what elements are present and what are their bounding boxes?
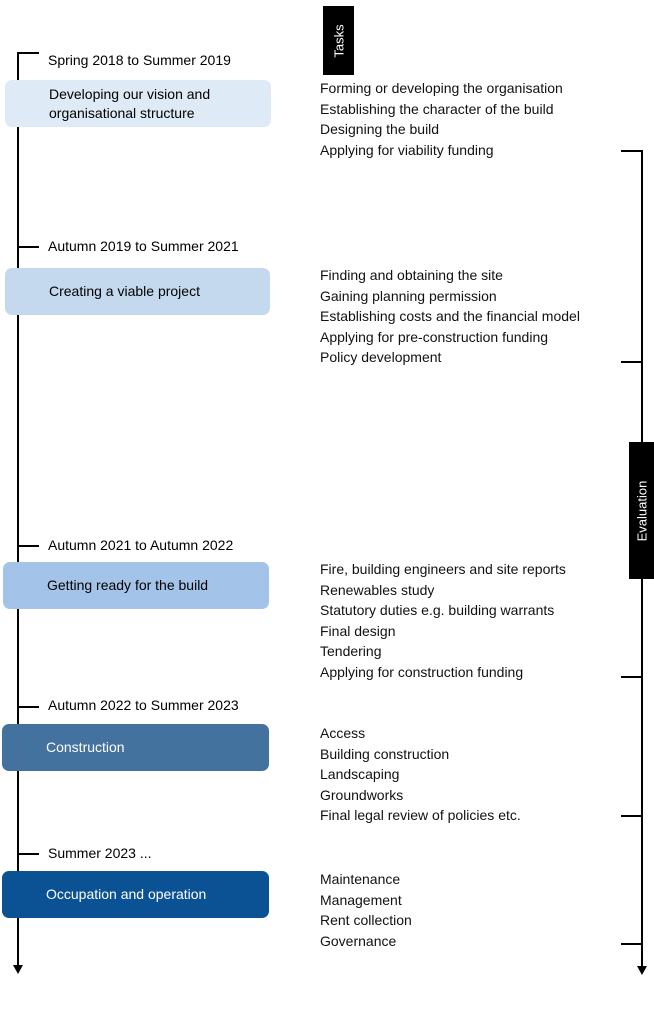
timeline-axis [17, 52, 19, 966]
period-tick [17, 545, 39, 547]
phase-box-getting-ready [3, 562, 269, 609]
task-item: Final legal review of policies etc. [320, 807, 521, 824]
task-item: Landscaping [320, 766, 400, 783]
period-label: Autumn 2022 to Summer 2023 [48, 697, 239, 713]
task-item: Policy development [320, 349, 442, 366]
phase-box-construction [2, 724, 269, 771]
task-item: Rent collection [320, 912, 412, 929]
period-label: Spring 2018 to Summer 2019 [48, 52, 231, 68]
task-item: Building construction [320, 745, 450, 762]
period-label: Autumn 2019 to Summer 2021 [48, 238, 239, 254]
evaluation-tick [621, 150, 643, 152]
task-item: Maintenance [320, 871, 401, 887]
period-tick [17, 853, 39, 855]
evaluation-tick [621, 676, 643, 678]
task-item: Applying for viability funding [320, 141, 494, 158]
task-item: Fire, building engineers and site reports [320, 561, 566, 577]
evaluation-tick [621, 361, 643, 363]
task-item: Applying for pre-construction funding [320, 328, 549, 345]
phase-box-viable-project [5, 268, 270, 315]
period-tick [17, 52, 39, 54]
evaluation-label: Evaluation [634, 480, 649, 541]
period-label: Autumn 2021 to Autumn 2022 [48, 537, 234, 553]
period-tick [17, 706, 39, 708]
evaluation-label-box [629, 442, 654, 579]
task-item: Management [320, 891, 402, 908]
phase-title: Construction [46, 739, 125, 755]
task-item: Governance [320, 932, 397, 949]
task-item: Establishing costs and the financial model [320, 308, 580, 325]
task-list-construction [320, 723, 521, 826]
task-item: Statutory duties e.g. building warrants [320, 602, 555, 619]
task-item: Forming or developing the organisation [320, 80, 563, 96]
evaluation-tick [621, 815, 643, 817]
task-item: Gaining planning permission [320, 287, 497, 304]
task-item: Finding and obtaining the site [320, 267, 503, 283]
task-item: Final design [320, 622, 396, 639]
phase-title: Occupation and operation [46, 886, 207, 902]
task-item: Renewables study [320, 581, 435, 598]
period-tick [17, 246, 39, 248]
task-item: Applying for construction funding [320, 663, 524, 680]
task-item: Tendering [320, 643, 382, 660]
phase-title: Getting ready for the build [47, 577, 209, 593]
task-list-viable-project [320, 265, 580, 368]
task-list-vision [320, 78, 563, 160]
task-item: Access [320, 725, 366, 741]
evaluation-tick [621, 943, 643, 945]
phase-box-vision [5, 80, 271, 127]
period-label: Summer 2023 ... [48, 845, 152, 861]
task-item: Designing the build [320, 121, 440, 138]
task-item: Establishing the character of the build [320, 100, 554, 117]
phase-box-occupation [2, 871, 269, 918]
timeline-arrow-icon [13, 965, 23, 974]
task-item: Groundworks [320, 786, 404, 803]
task-list-occupation [320, 869, 412, 951]
phase-title: Developing our vision and organisational structure [49, 85, 211, 121]
task-list-getting-ready [320, 559, 566, 683]
evaluation-arrow-icon [637, 966, 647, 975]
tasks-label-box [323, 6, 354, 75]
phase-title: Creating a viable project [49, 283, 200, 299]
tasks-label: Tasks [331, 23, 346, 58]
